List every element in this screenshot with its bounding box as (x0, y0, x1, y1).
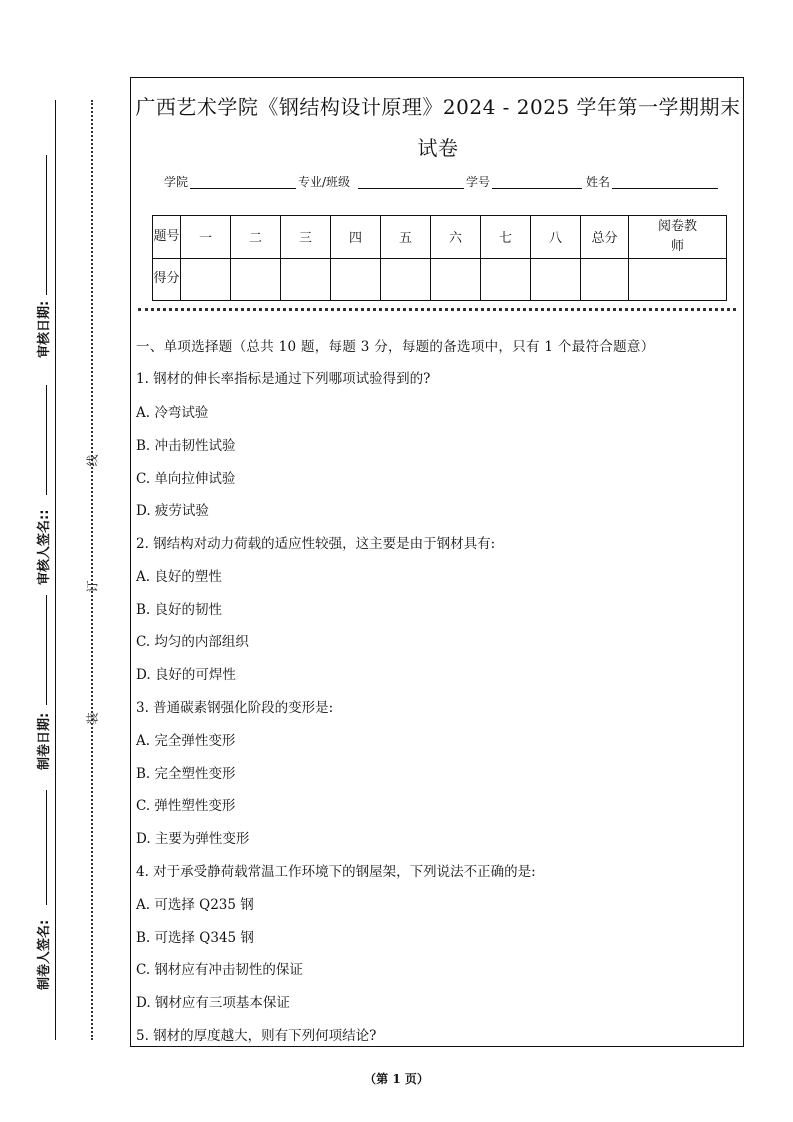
score-col-total: 总分 (581, 216, 629, 259)
college-label: 学院 (164, 175, 189, 189)
question-3-option-d: D. 主要为弹性变形 (136, 831, 250, 847)
section-1-title: 一、单项选择题（总共 10 题，每题 3 分，每题的备选项中，只有 1 个最符合题意） (136, 339, 655, 355)
score-col-1: 一 (181, 216, 231, 259)
maker-sign-label: 制卷人签名: (37, 919, 52, 990)
question-4-stem: 4. 对于承受静荷载常温工作环境下的钢屋架，下列说法不正确的是: (136, 864, 536, 880)
binding-char-ding: 订 (85, 580, 100, 593)
score-cell[interactable] (531, 258, 581, 301)
binding-char-xian: 线 (85, 454, 100, 467)
question-1-stem: 1. 钢材的伸长率指标是通过下列哪项试验得到的? (136, 371, 431, 387)
maker-sign-underline (46, 790, 47, 905)
binding-dotted-line (91, 100, 93, 1040)
binding-char-zhuang: 装 (85, 712, 100, 725)
question-4-option-c: C. 钢材应有冲击韧性的保证 (136, 962, 303, 978)
score-cell[interactable] (481, 258, 531, 301)
score-col-4: 四 (331, 216, 381, 259)
name-label: 姓名 (586, 175, 611, 189)
score-col-6: 六 (431, 216, 481, 259)
score-cell[interactable] (281, 258, 331, 301)
question-1-option-b: B. 冲击韧性试验 (136, 438, 236, 454)
question-2-option-c: C. 均匀的内部组织 (136, 634, 249, 650)
major-class-field[interactable] (358, 188, 464, 189)
score-col-2: 二 (231, 216, 281, 259)
score-cell[interactable] (431, 258, 481, 301)
reviewer-sign-underline (46, 385, 47, 495)
question-4-option-d: D. 钢材应有三项基本保证 (136, 995, 290, 1011)
score-col-grader: 阅卷教师 (629, 216, 727, 259)
score-cell[interactable] (581, 258, 629, 301)
exam-title-line1: 广西艺术学院《钢结构设计原理》2024 - 2025 学年第一学期期末 (135, 95, 741, 119)
score-table-score-row (153, 258, 727, 301)
question-1-option-c: C. 单向拉伸试验 (136, 471, 236, 487)
dotted-divider (138, 308, 736, 311)
reviewer-sign-label: 审核人签名:: (37, 509, 52, 585)
name-field[interactable] (612, 188, 718, 189)
question-2-option-b: B. 良好的韧性 (136, 602, 223, 618)
reviewer-date-underline (46, 155, 47, 295)
score-table-row-label: 题号 (153, 216, 181, 259)
question-1-option-a: A. 冷弯试验 (136, 405, 209, 421)
question-2-option-a: A. 良好的塑性 (136, 569, 222, 585)
maker-date-underline (46, 595, 47, 705)
score-col-3: 三 (281, 216, 331, 259)
question-4-option-a: A. 可选择 Q235 钢 (136, 897, 254, 913)
question-1-option-d: D. 疲劳试验 (136, 503, 209, 519)
question-2-option-d: D. 良好的可焊性 (136, 667, 236, 683)
question-3-option-c: C. 弹性塑性变形 (136, 798, 236, 814)
question-3-option-a: A. 完全弹性变形 (136, 733, 236, 749)
question-2-stem: 2. 钢结构对动力荷载的适应性较强，这主要是由于钢材具有: (136, 536, 496, 552)
question-3-stem: 3. 普通碳素钢强化阶段的变形是: (136, 700, 334, 716)
score-table (152, 215, 727, 301)
page-number: （第 1 页） (364, 1072, 429, 1086)
question-3-option-b: B. 完全塑性变形 (136, 766, 236, 782)
score-cell[interactable] (381, 258, 431, 301)
major-class-label: 专业/班级 (298, 175, 351, 189)
binding-solid-line (55, 100, 56, 1040)
question-5-stem: 5. 钢材的厚度越大，则有下列何项结论? (136, 1028, 377, 1044)
score-cell[interactable] (181, 258, 231, 301)
college-field[interactable] (190, 188, 296, 189)
score-table-header-row (153, 216, 727, 259)
score-row-label: 得分 (153, 258, 181, 301)
score-cell[interactable] (629, 258, 727, 301)
maker-date-label: 制卷日期: (37, 712, 52, 770)
score-cell[interactable] (231, 258, 281, 301)
exam-frame (130, 77, 744, 1047)
exam-title-line2: 试卷 (417, 136, 459, 160)
score-col-7: 七 (481, 216, 531, 259)
student-id-label: 学号 (466, 175, 491, 189)
score-col-5: 五 (381, 216, 431, 259)
question-4-option-b: B. 可选择 Q345 钢 (136, 930, 254, 946)
score-col-8: 八 (531, 216, 581, 259)
student-id-field[interactable] (492, 188, 582, 189)
score-cell[interactable] (331, 258, 381, 301)
reviewer-date-label: 审核日期: (37, 300, 52, 358)
